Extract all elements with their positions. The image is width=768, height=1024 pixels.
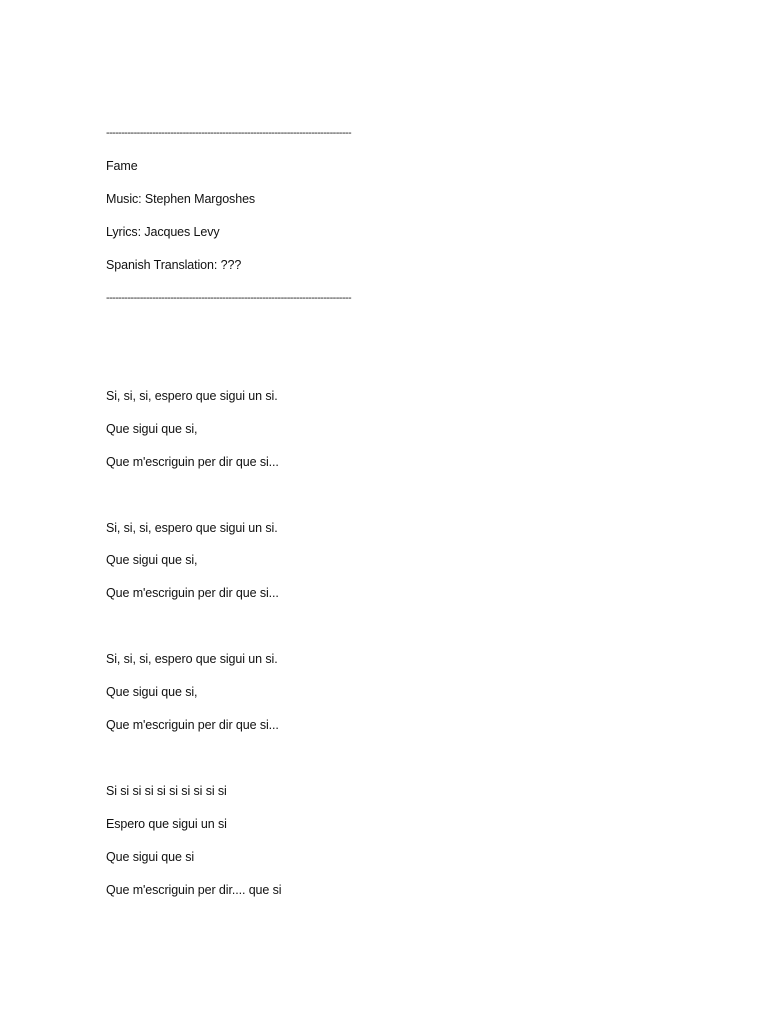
verse-line: Si, si, si, espero que sigui un si. — [106, 521, 278, 535]
verse-line: Espero que sigui un si — [106, 817, 227, 831]
verse-line: Que sigui que si, — [106, 685, 198, 699]
verse-line: Si, si, si, espero que sigui un si. — [106, 389, 278, 403]
verse-line: Si, si, si, espero que sigui un si. — [106, 652, 278, 666]
header-rule-top: -------------------------------------------------------------------------------- — [106, 127, 352, 139]
verse-line: Que m'escriguin per dir que si... — [106, 586, 279, 600]
verse-line: Que m'escriguin per dir que si... — [106, 455, 279, 469]
header-rule-bottom: -------------------------------------------------------------------------------- — [106, 292, 352, 304]
verse-line: Si si si si si si si si si si — [106, 784, 227, 798]
verse-line: Que m'escriguin per dir.... que si — [106, 883, 282, 897]
lyrics-credit: Lyrics: Jacques Levy — [106, 225, 220, 239]
music-credit: Music: Stephen Margoshes — [106, 192, 256, 206]
verse-line: Que sigui que si, — [106, 422, 198, 436]
translation-credit: Spanish Translation: ??? — [106, 258, 242, 272]
verse-line: Que sigui que si — [106, 850, 195, 864]
verse-line: Que sigui que si, — [106, 553, 198, 567]
song-title: Fame — [106, 159, 138, 173]
verse-line: Que m'escriguin per dir que si... — [106, 718, 279, 732]
